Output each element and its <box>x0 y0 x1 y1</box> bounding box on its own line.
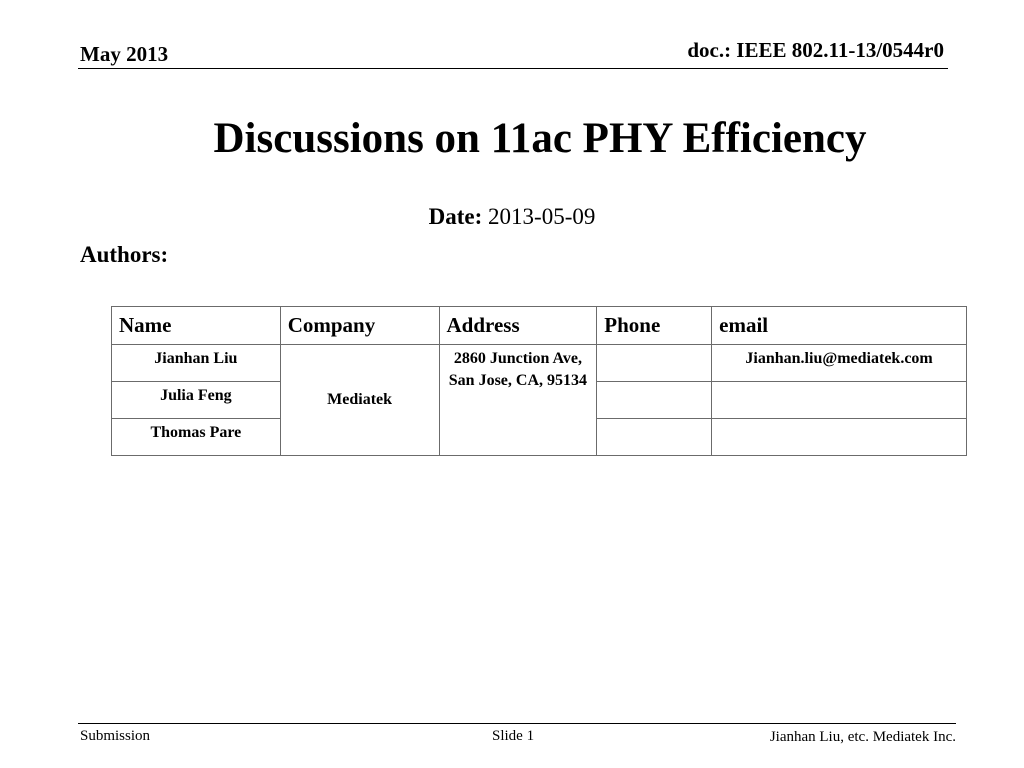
authors-table <box>111 306 967 456</box>
author-email: Jianhan.liu@mediatek.com <box>712 345 967 382</box>
author-name: Thomas Pare <box>112 419 281 456</box>
footer-slide-number: Slide 1 <box>492 728 535 744</box>
footer-divider <box>78 723 956 724</box>
author-name: Jianhan Liu <box>112 345 281 382</box>
date-value: 2013-05-09 <box>488 204 596 229</box>
author-phone <box>597 419 712 456</box>
authors-label: Authors: <box>80 242 169 267</box>
author-phone <box>597 345 712 382</box>
date-label: Date: <box>428 204 483 229</box>
footer-submission: Submission <box>80 728 151 744</box>
table-row <box>112 345 967 382</box>
footer-author-org: Jianhan Liu, etc. Mediatek Inc. <box>769 729 956 745</box>
column-header-email: email <box>712 307 967 345</box>
author-email <box>712 382 967 419</box>
author-address: 2860 Junction Ave, San Jose, CA, 95134 <box>439 345 597 456</box>
header-date: May 2013 <box>80 42 169 66</box>
header-divider <box>78 68 948 69</box>
table-header-row <box>112 307 967 345</box>
slide-title: Discussions on 11ac PHY Efficiency <box>213 115 867 162</box>
column-header-name: Name <box>112 307 281 345</box>
author-phone <box>597 382 712 419</box>
column-header-phone: Phone <box>597 307 712 345</box>
author-name: Julia Feng <box>112 382 281 419</box>
header-doc-id: doc.: IEEE 802.11-13/0544r0 <box>687 38 944 62</box>
column-header-company: Company <box>280 307 439 345</box>
author-company: Mediatek <box>280 345 439 456</box>
author-email <box>712 419 967 456</box>
column-header-address: Address <box>439 307 597 345</box>
date-line <box>0 204 1024 230</box>
